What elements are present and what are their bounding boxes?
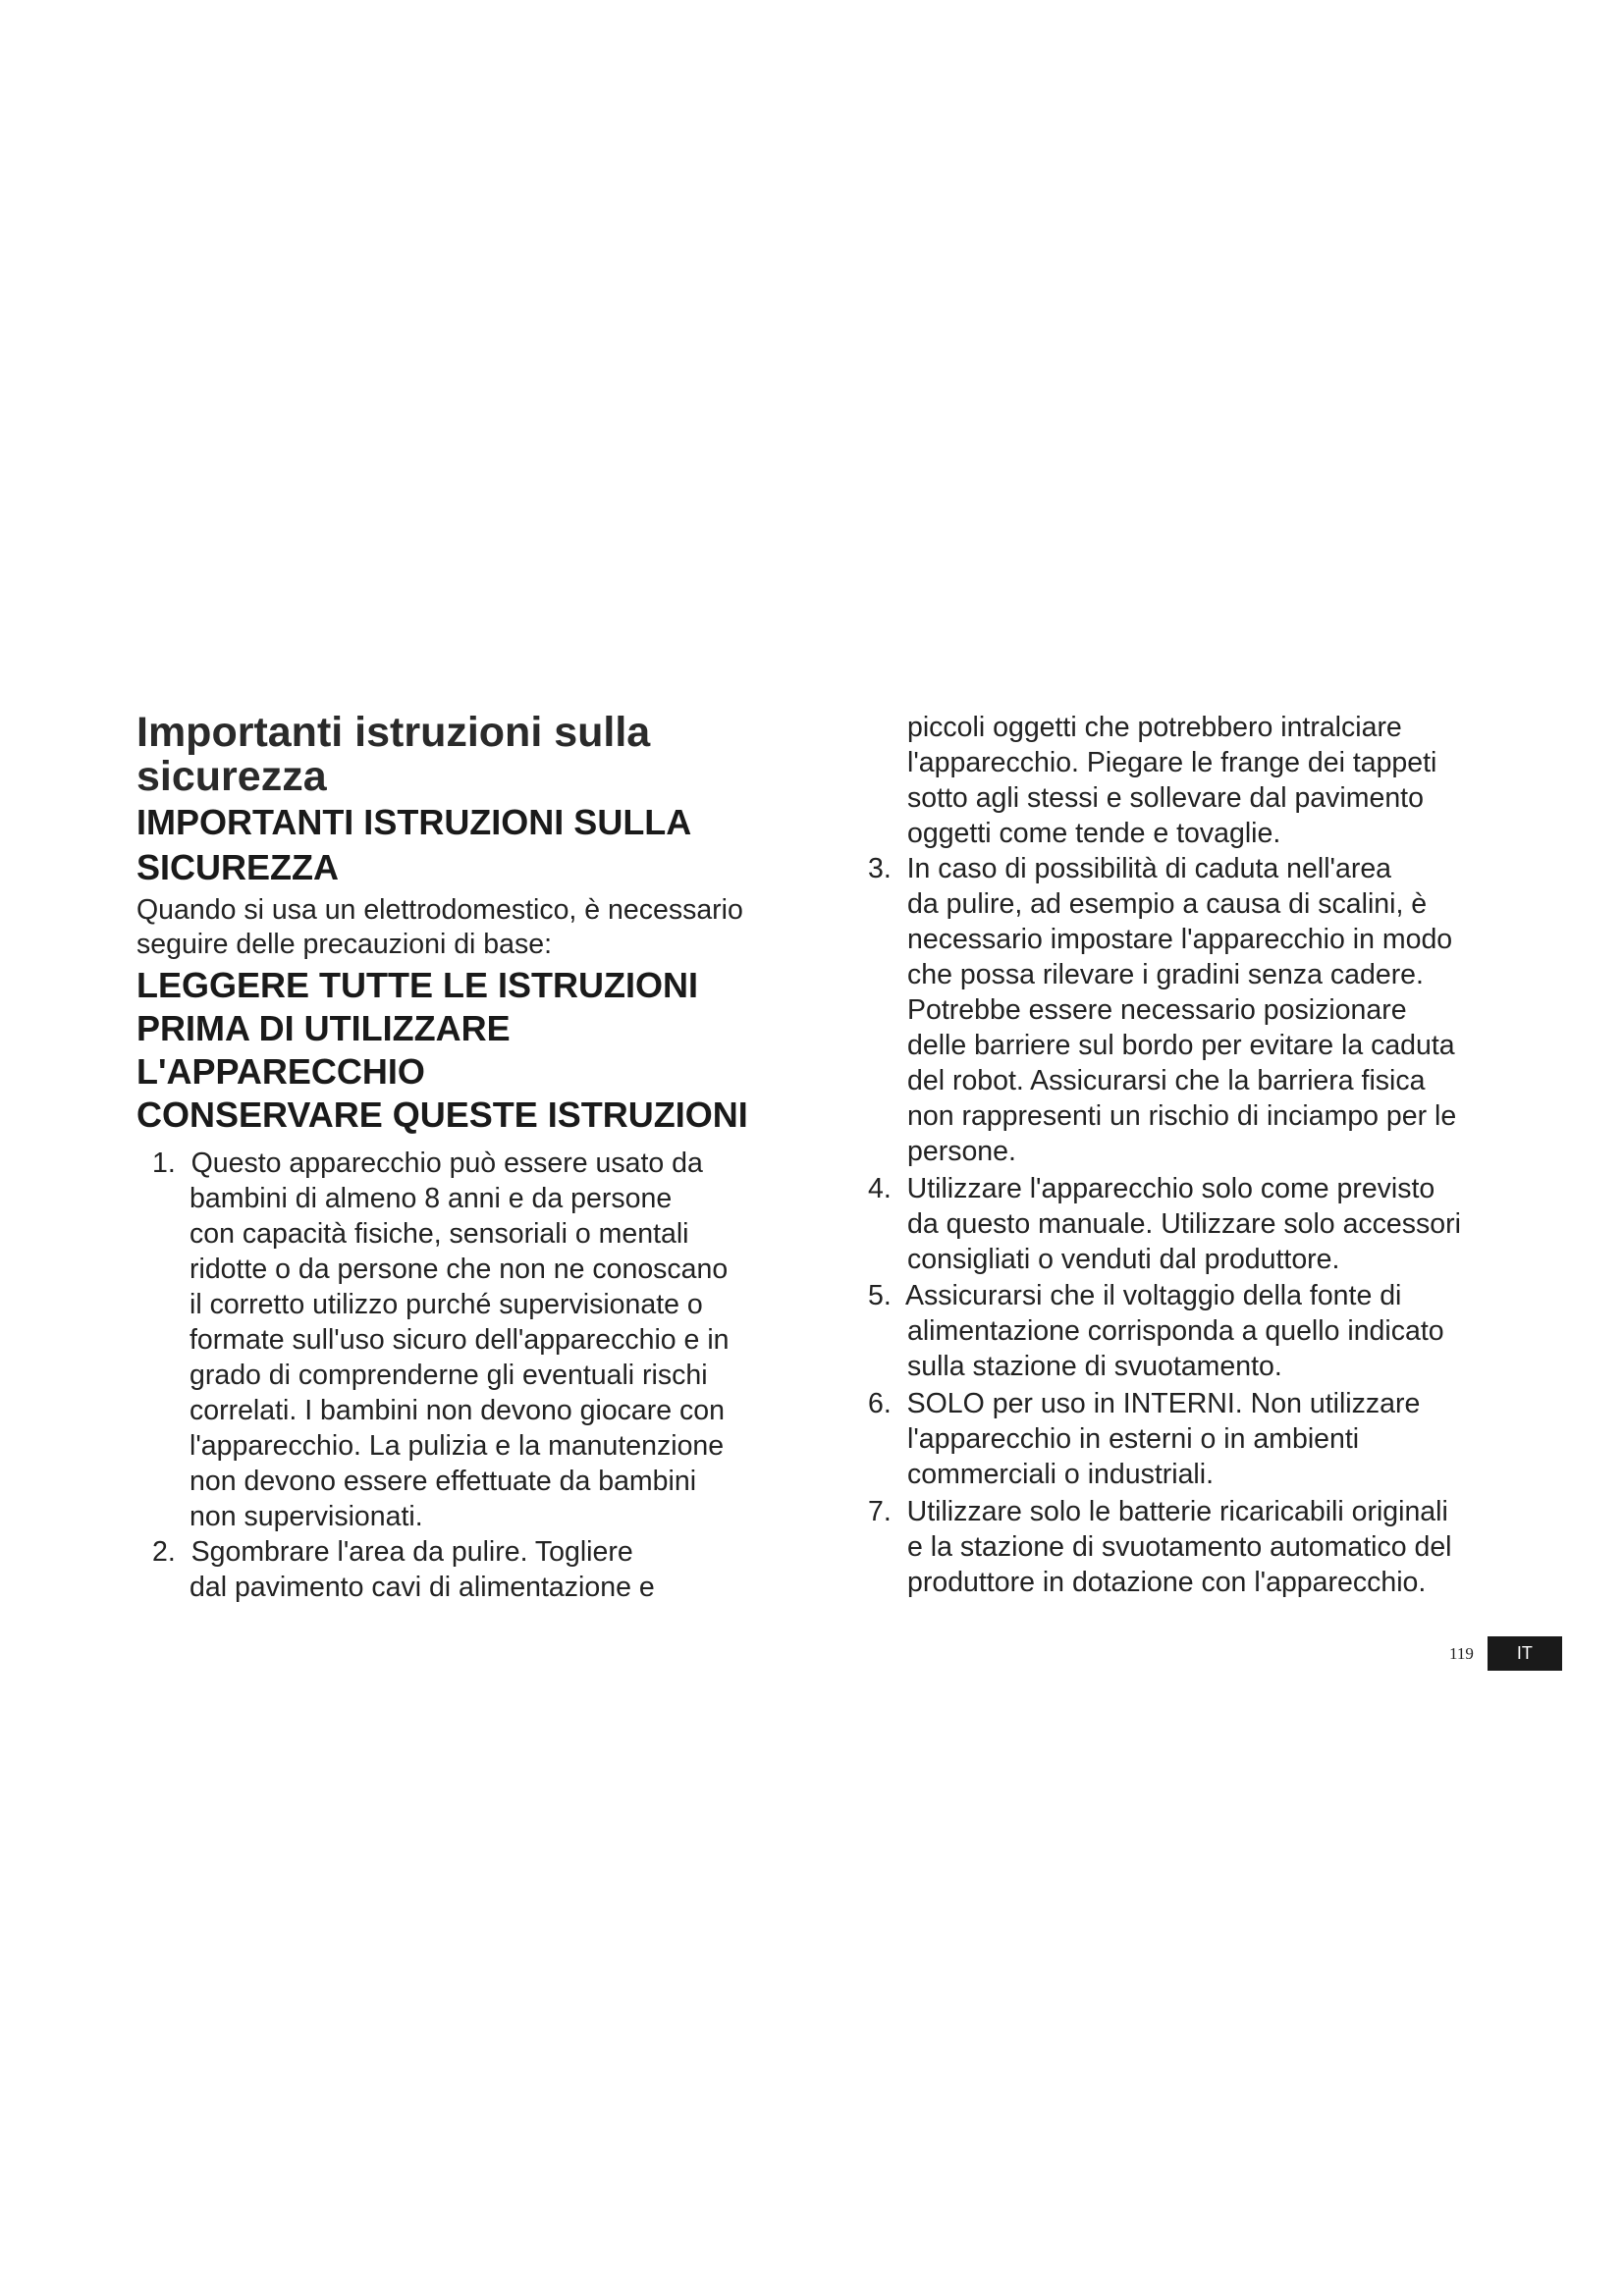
item-text: dal pavimento cavi di alimentazione e — [189, 1572, 655, 1603]
warning-line3: L'APPARECCHIO — [136, 1051, 425, 1092]
language-badge: IT — [1488, 1636, 1562, 1671]
item-text: oggetti come tende e tovaglie. — [907, 818, 1281, 849]
page-title-line1: Importanti istruzioni sulla — [136, 709, 651, 756]
item-text: Utilizzare solo le batterie ricaricabili originali — [906, 1496, 1448, 1527]
item-text: correlati. I bambini non devono giocare con — [189, 1395, 725, 1426]
item-text: persone. — [907, 1136, 1016, 1167]
item-number: 6. — [868, 1388, 899, 1419]
section-heading-line1: IMPORTANTI ISTRUZIONI SULLA — [136, 802, 692, 842]
item-text: che possa rilevare i gradini senza cadere. — [907, 959, 1424, 990]
item-text: alimentazione corrisponda a quello indicato — [907, 1315, 1444, 1347]
item-text: delle barriere sul bordo per evitare la caduta — [907, 1030, 1455, 1061]
item-text: sulla stazione di svuotamento. — [907, 1351, 1282, 1382]
item-number: 2. — [152, 1536, 184, 1568]
item-text: grado di comprenderne gli eventuali rischi — [189, 1360, 708, 1391]
item-text: formate sull'uso sicuro dell'apparecchio e in — [189, 1324, 730, 1356]
item-text: bambini di almeno 8 anni e da persone — [189, 1183, 673, 1214]
item-text: non rappresenti un rischio di inciampo per le — [907, 1100, 1457, 1132]
item-text: Utilizzare l'apparecchio solo come previsto — [906, 1173, 1435, 1204]
item-text: Questo apparecchio può essere usato da — [190, 1148, 703, 1179]
item-number: 3. — [868, 853, 899, 884]
item-number: 5. — [868, 1280, 899, 1311]
item-text: il corretto utilizzo purché supervisionate o — [189, 1289, 703, 1320]
warning-line1: LEGGERE TUTTE LE ISTRUZIONI — [136, 965, 699, 1005]
item-text: necessario impostare l'apparecchio in modo — [907, 924, 1453, 955]
page-title-line2: sicurezza — [136, 753, 327, 800]
item-text: sotto agli stessi e sollevare dal pavimento — [907, 782, 1424, 814]
item-text: Sgombrare l'area da pulire. Togliere — [190, 1536, 633, 1568]
intro-line2: seguire delle precauzioni di base: — [136, 929, 553, 960]
item-text: commerciali o industriali. — [907, 1459, 1215, 1490]
item-number: 4. — [868, 1173, 899, 1204]
item-text: consigliati o venduti dal produttore. — [907, 1244, 1340, 1275]
item-text: l'apparecchio in esterni o in ambienti — [907, 1423, 1360, 1455]
item-text: e la stazione di svuotamento automatico del — [907, 1531, 1452, 1563]
item-text: da questo manuale. Utilizzare solo accessori — [907, 1208, 1461, 1240]
item-text: da pulire, ad esempio a causa di scalini, è — [907, 888, 1428, 920]
item-text: Potrebbe essere necessario posizionare — [907, 994, 1407, 1026]
section-heading-line2: SICUREZZA — [136, 847, 339, 887]
item-text: del robot. Assicurarsi che la barriera fisica — [907, 1065, 1426, 1096]
page-number: 119 — [1449, 1643, 1474, 1663]
item-text: non supervisionati. — [189, 1501, 423, 1532]
item-number: 7. — [868, 1496, 899, 1527]
page-footer — [1449, 1636, 1562, 1671]
item-text: produttore in dotazione con l'apparecchio. — [907, 1567, 1427, 1598]
intro-line1: Quando si usa un elettrodomestico, è necessario — [136, 894, 743, 926]
item-number: 1. — [152, 1148, 184, 1179]
item-text: SOLO per uso in INTERNI. Non utilizzare — [906, 1388, 1421, 1419]
item-text: con capacità fisiche, sensoriali o mentali — [189, 1218, 689, 1250]
item-text: Assicurarsi che il voltaggio della fonte di — [905, 1280, 1402, 1311]
warning-line4: CONSERVARE QUESTE ISTRUZIONI — [136, 1095, 748, 1135]
warning-line2: PRIMA DI UTILIZZARE — [136, 1008, 511, 1048]
item-text: non devono essere effettuate da bambini — [189, 1466, 697, 1497]
item-text: ridotte o da persone che non ne conoscano — [189, 1254, 729, 1285]
item-text: l'apparecchio. Piegare le frange dei tappeti — [907, 747, 1437, 778]
item-text: piccoli oggetti che potrebbero intralciare — [907, 712, 1402, 743]
item-text: l'apparecchio. La pulizia e la manutenzione — [189, 1430, 725, 1462]
item-text: In caso di possibilità di caduta nell'area — [906, 853, 1392, 884]
